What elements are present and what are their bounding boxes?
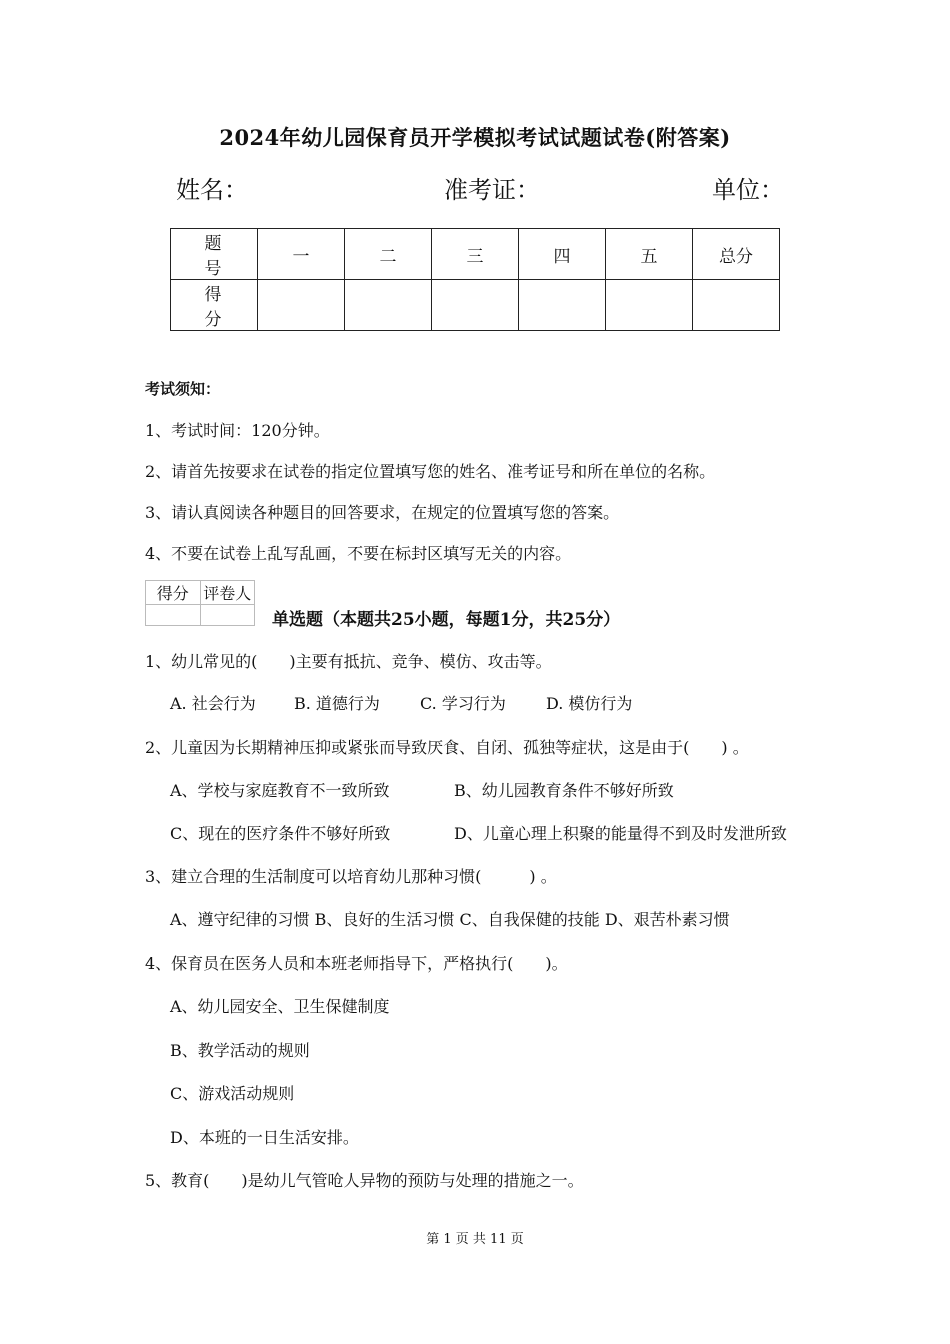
score-table (170, 228, 780, 331)
question-stem: 4、保育员在医务人员和本班老师指导下，严格执行( )。 (145, 954, 568, 973)
score-table-score-row (171, 280, 780, 331)
question-option: C、现在的医疗条件不够好所致 (170, 824, 391, 843)
grader-score-cell (146, 605, 201, 626)
question-option: A、学校与家庭教育不一致所致 (170, 781, 390, 800)
question-stem: 2、儿童因为长期精神压抑或紧张而导致厌食、自闭、孤独等症状，这是由于( ) 。 (145, 738, 749, 757)
page-footer: 第 1 页 共 11 页 (426, 1232, 524, 1247)
unit-label: 单位： (712, 176, 784, 204)
question-stem: 5、教育( )是幼儿气管呛人异物的预防与处理的措施之一。 (145, 1171, 584, 1190)
score-cell (519, 280, 606, 331)
name-label: 姓名： (176, 176, 248, 204)
question-option: C. 学习行为 (420, 694, 506, 713)
grader-score-label: 得分 (146, 581, 201, 605)
header-cell-5: 五 (606, 229, 693, 280)
grader-table (145, 580, 255, 626)
question-option: C、游戏活动规则 (170, 1084, 295, 1103)
header-cell-3: 三 (432, 229, 519, 280)
question-option: B. 道德行为 (294, 694, 380, 713)
question-option: A、遵守纪律的习惯 B、良好的生活习惯 C、自我保健的技能 D、艰苦朴素习惯 (170, 910, 730, 929)
header-cell-1: 一 (258, 229, 345, 280)
question-stem: 3、建立合理的生活制度可以培育幼儿那种习惯( ) 。 (145, 867, 557, 886)
notice-item: 4、不要在试卷上乱写乱画，不要在标封区填写无关的内容。 (145, 544, 572, 563)
header-cell-2: 二 (345, 229, 432, 280)
score-cell (693, 280, 780, 331)
question-option: B、幼儿园教育条件不够好所致 (454, 781, 674, 800)
notice-item: 2、请首先按要求在试卷的指定位置填写您的姓名、准考证号和所在单位的名称。 (145, 462, 716, 481)
grader-name-cell (200, 605, 255, 626)
score-cell (432, 280, 519, 331)
header-cell-total: 总分 (693, 229, 780, 280)
notice-title: 考试须知： (145, 380, 221, 398)
score-cell (345, 280, 432, 331)
notice-item: 3、请认真阅读各种题目的回答要求，在规定的位置填写您的答案。 (145, 503, 620, 522)
header-cell-question-no: 题 号 (171, 229, 258, 280)
question-option: D、儿童心理上积聚的能量得不到及时发泄所致 (454, 824, 787, 843)
question-option: D. 模仿行为 (546, 694, 633, 713)
score-table-header-row (171, 229, 780, 280)
section-title: 单选题（本题共25小题，每题1分，共25分） (272, 610, 621, 630)
notice-item: 1、考试时间：120分钟。 (145, 421, 330, 440)
question-option: D、本班的一日生活安排。 (170, 1128, 359, 1147)
score-row-label: 得 分 (171, 280, 258, 331)
question-option: B、教学活动的规则 (170, 1041, 310, 1060)
header-cell-4: 四 (519, 229, 606, 280)
score-cell (606, 280, 693, 331)
question-stem: 1、幼儿常见的( )主要有抵抗、竞争、模仿、攻击等。 (145, 652, 552, 671)
question-option: A. 社会行为 (170, 694, 256, 713)
grader-name-label: 评卷人 (200, 581, 255, 605)
candidate-info (0, 170, 950, 204)
page-title: 2024年幼儿园保育员开学模拟考试试题试卷(附答案) (219, 125, 731, 150)
question-option: A、幼儿园安全、卫生保健制度 (170, 997, 390, 1016)
exam-id-label: 准考证： (444, 176, 540, 204)
